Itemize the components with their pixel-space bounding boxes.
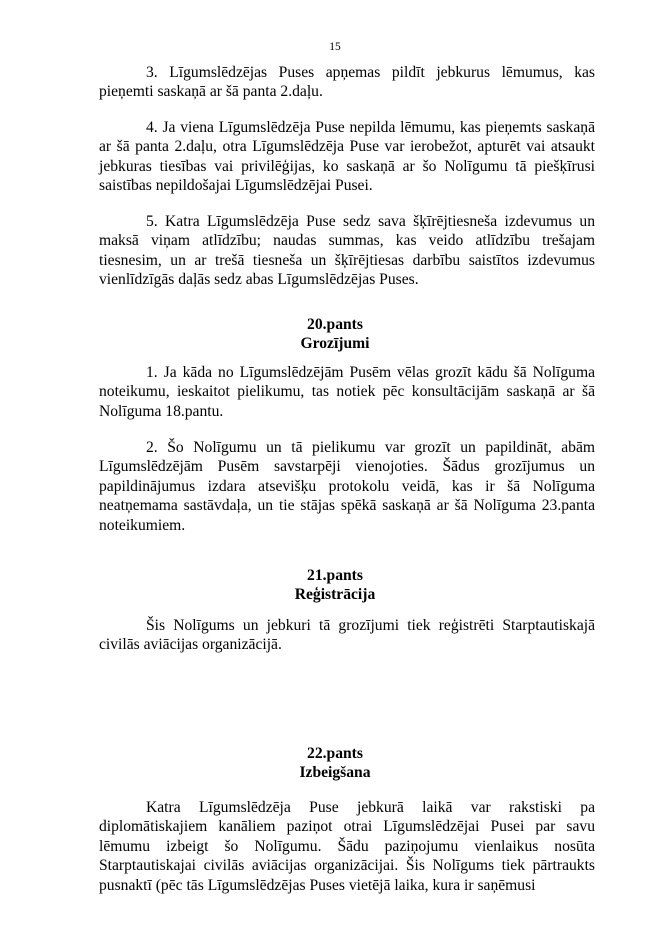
paragraph-21: Šis Nolīgums un jebkuri tā grozījumi tiek reģistrēti Starptautiskajā civilās aviācijas organizācijā.	[99, 617, 595, 654]
article-21-number: 21.pants	[307, 567, 363, 584]
paragraph-20-2: 2. Šo Nolīgumu un tā pielikumu var grozīt un papildināt, abām Līgumslēdzējām Pusēm savstarpēji vienojoties. Šādus grozījumus un papildinājumus izdara atsevišķu protokolu veidā, kas ir šā Nolīguma neatņemama sastāvdaļa, un tie stājas spēkā saskaņā ar šā Nolīguma 23.panta noteikumiem.	[99, 439, 595, 534]
article-20-title: Grozījumi	[300, 335, 370, 352]
article-22-title: Izbeigšana	[299, 764, 371, 781]
article-20-number: 20.pants	[307, 316, 363, 333]
paragraph-19-3: 3. Līgumslēdzējas Puses apņemas pildīt jebkurus lēmumus, kas pieņemti saskaņā ar šā panta 2.daļu.	[99, 64, 595, 101]
paragraph-22: Katra Līgumslēdzēja Puse jebkurā laikā var rakstiski pa diplomātiskajiem kanāliem paziņot otrai Līgumslēdzējai Pusei par savu lēmumu izbeigt šo Nolīgumu. Šādu paziņojumu vienlaikus nosūta Starptautiskajai civilās aviācijas organizācijai. Šis Nolīgums tiek pārtraukts pusnaktī (pēc tās Līgumslēdzējas Puses vietējā laika, kura ir saņēmusi	[99, 799, 595, 894]
paragraph-19-5: 5. Katra Līgumslēdzēja Puse sedz sava šķīrējtiesneša izdevumus un maksā viņam atlīdzību; naudas summas, kas veido atlīdzību trešajam tiesnesim, un ar trešā tiesneša un šķīrējtiesas darbību saistītos izdevumus vienlīdzīgās daļās sedz abas Līgumslēdzējas Puses.	[99, 213, 595, 289]
paragraph-19-4: 4. Ja viena Līgumslēdzēja Puse nepilda lēmumu, kas pieņemts saskaņā ar šā panta 2.daļu, otra Līgumslēdzēja Puse var ierobežot, apturēt vai atsaukt jebkuras tiesības vai privilēģijas, ko saskaņā ar šo Nolīgumu tā piešķīrusi saistības nepildošajai Līgumslēdzējai Pusei.	[99, 119, 595, 195]
paragraph-20-1: 1. Ja kāda no Līgumslēdzējām Pusēm vēlas grozīt kādu šā Nolīguma noteikumu, ieskaitot pielikumu, tas notiek pēc konsultācijām saskaņā ar šā Nolīguma 18.pantu.	[99, 364, 595, 420]
page-number: 15	[329, 41, 341, 53]
article-21-title: Reģistrācija	[294, 586, 376, 603]
article-22-number: 22.pants	[307, 745, 363, 762]
